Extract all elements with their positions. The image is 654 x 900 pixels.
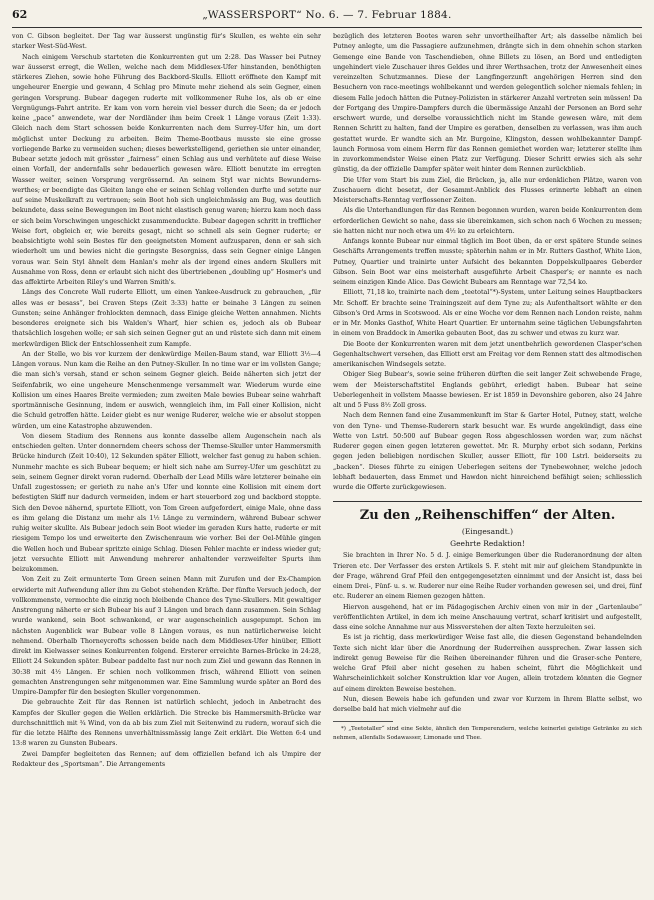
paragraph: Nach einigem Verschub starteten die Konkurrenten gut um 2:28. Das Wasser bei Putney war äusserst erregt, die Wellen, welche nach dem Middlesex-Ufer hinstanden, benöthigten stärkeres Ziehen, sowie hohe Führung des Backbord-Skulls. Elliott eröffnete den Kampf mit ungeheurer Energie und gewann, 4 Schlag pro Minute mehr ziehend als sein Gegner, einen geringen Vorsprung. Bubear dagegen ruderte mit vollkommener Ruhe los, als ob er eine Vergnügungs-Fahrt antrite. Er kam von vorn herein viel besser durch die Seen; da er jedoch keine „pace“ anwendete, war der Nordländer ihm beim Creek 1 Länge voraus (Zeit 1:33). Gleich nach dem Start schossen beide Konkurrenten nach dem Surrey-Ufer hin, um dort möglichst unter Deckung zu arbeiten. Beim Theme-Bootbaus musste sie eine grosse vorliegende Barke zu vermeiden suchen; dieses bewerkstelligend, geriethen sie unter einander, Bubear setzte jedoch mit grösster „fairness“ einen Schlag aus und verhütete auf diese Weise einen Vorfall, der andernfalls sehr bedauerlich gewesen wäre. Elliott benutzte im erregten Wasser weiter, seinen Vorsprung vergrössernd. An seinem Styl war nichts Bewunderns-werthes; er beendigte das Gleiten lange ehe er seinen Schlag vollenden durfte und setzte nur auf seine Muskelkraft zu vertrauen; sein Boot hob sich ungleichmässig am Bug, was deutlich bekundete, dass seine Bewegungen im Boot nicht elastisch genug waren; hierzu kam noch dass er sich beim Vorschwingen ungeschickt zusammenduckte. Bubear dagegen schritt in trefflicher Weise fort, obgleich er, wie bereits gesagt, nicht so schnell als sein Gegner ruderte; er beabsichtigte wohl sein Bestes für den geeignetsten Moment aufzusparen, denn er sah sich wiederholt um und bewies nicht die geringste Besorgniss, dass sein Gegner einige Längen voraus war. Sein Styl ähnelt dem Hanlan's mehr als der irgend eines andern Skullers mit Ausnahme von Ross, denn er erlaubt sich nicht des übertriebenen „doubling up“ Hosmer's und das affektirte Arbeiten Riley's und Warren Smith's.	[12, 53, 321, 286]
header-rule	[12, 27, 642, 28]
paragraph: Anfangs konnte Bubear nur einmal täglich im Boot üben, da er erst spätere Stunde seines Geschäfts Arrangements treffen musste; späterhin nahm er in Mr. Rutters Gasthof, White Lion, Putney, Quartier und trainirte unter Aufsicht des bekannten Doppelskullpaares Geberder Gibson. Sein Boot war eins meisterhaft ausgeführte Arbeit Chasper's; er nannte es nach seinem einzigen Kinde Alice. Das Gewicht Bubears am Renntage war 72,54 ko.	[333, 238, 642, 286]
left-column	[12, 32, 321, 900]
paragraph: Die Boote der Konkurrenten waren mit dem jetzt unentbehrlich gewordenen Clasper'schen Gegenhaltschwert versehen, das Elliott erst am Freitag vor dem Rennen statt des altmodischen amerikanischen Windsegels setzte.	[333, 340, 642, 368]
right-column	[333, 32, 642, 900]
paragraph: Die gebrauchte Zeit für das Rennen ist natürlich schlecht, jedoch in Anbetracht des Kampfes der Skuller gegen die Wellen erklärlich. Die Strecke bis Hammersmith-Brücke war durchschnittlich mit ¾ Wind, von da ab bis zum Ziel mit Seitenwind zu rudern, worauf sich die für die letzte Hälfte des Rennens unverhältnissmässig lange Zeit erklärt. Die Wetten 6:4 und 13:8 waren zu Gunsten Bubears.	[12, 699, 321, 748]
paragraph: Nach dem Rennen fand eine Zusammenkunft im Star & Garter Hotel, Putney, statt, welche von den Tyne- und Themse-Ruderern stark besucht war. Es wurde angekündigt, dass eine Wette von Lstrl. 50:500 auf Bubear gegen Ross abgeschlossen worden war, zum nächst Ruderer gegen einen gegen letzteren gewettet. Mr. R. Murphy erbot sich sodann, Perkins gegen jeden beliebigen nordischen Skuller, ausser Elliott, für 100 Lstrl. beiderseits zu „backen“. Dieses führte zu einigen Ueberlegen seitens der Tynebewohner, welche jedoch lebhaft bedauerten, dass Emmet und Hawdon nicht hinreichend befähigt seien; schliesslich wurde die Offerte zurückgewiesen.	[333, 412, 642, 491]
article-greeting: Geehrte Redaktion!	[450, 539, 525, 549]
article-paragraph: Sie brachten in Ihrer No. 5 d. J. einige Bemerkungen über die Ruderanordnung der alten Trieren etc. Der Verfasser des ersten Artikels S. F. steht mit mir auf gleichem Standpunkte in der Frage, während Graf Pfeil den entgegengesetzten einnimmt und der Ansicht ist, dass bei einem Drei-, Fünf- u. s. w. Ruderer nur eine Reihe Ruder vorhanden gewesen sei, und drei, fünf etc. Ruderer an einem Riemen gezogen hätten.	[333, 552, 642, 601]
running-title: „WASSERSPORT“ No. 6. — 7. Februar 1884.	[202, 9, 452, 21]
paragraph: Als die Unterhandlungen für das Rennen begonnen wurden, waren beide Konkurrenten dem erforderlichen Gewicht so nahe, dass sie übereinkamen, sich schon nach 6 Wochen zu messen; sie hatten nicht nur noch etwa um 4½ ko zu erleichtern.	[333, 207, 642, 235]
paragraph: Längs des Concrete Wall ruderte Elliott, um einen Yankee-Ausdruck zu gebrauchen, „für alles was er besass“, bei Craven Steps (Zeit 3:33) hatte er beinahe 3 Längen zu seinen Gunsten; seine Anhänger frohlockten demnach, dass Einige gleiche Wetten annahmen. Nichts besonderes ereignete sich bis Walden's Wharf, hier schien es, jedoch als ob Bubear thatsächlich losgehen wolle; er sah sich seinen Gegner gut an und rüstete sich dann mit einem merkwürdigen Blick der Entschlossenheit zum Kampfe.	[12, 289, 321, 348]
paragraph: bezüglich des letzteren Bootes waren sehr unvortheilhafter Art; als dasselbe nämlich bei Putney anlegte, um die Passagiere aufzunehmen, drängte sich in dem ohnehin schon starken Gemenge eine Bande von Taschendieben, ohne Billets zu lösen, an Bord und entledigten ungehindert viele Zuschauer ihres Geldes und ihrer Werthsachen, trotz der Anwesenheit eines vereinzelten Schutzmannes. Diese der Langfingerzunft angehörigen Herren sind den Besuchern von race-meetings wohlbekannt und werden gelegentlich solcher niemals fehlen; in diesem Falle jedoch hätten die Putney-Polizisten in stärkerer Anzahl vertreten sein müssen! Da der Fortgang des Umpire-Dampfers durch die übermässige Anzahl der Personen an Bord sehr erschwert wurde, und derselbe voraussichtlich nicht im Stande gewesen wäre, mit dem Rennen Schritt zu halten, fand der Umpire es geratben, denselben zu verlassen, was ihm auch gestattet wurde. Er wandte sich an Mr. Burgoine, Klingston, dessen wohlbekannter Dampf-launch Formosa vom einem Herrn für das Rennen gemiethet worden war; letzterer stellte ihm in zuvorkommendster Weise einen Platz zur Verfügung. Dieser Schritt erwies sich als sehr günstig, da der offizielle Dampfer später weit hinter dem Rennen zurückblieb.	[333, 33, 642, 174]
article-divider	[333, 501, 642, 502]
footnote: *) „Teetotaller“ sind eine Sekte, ähnlich den Temperenzlern, welche keinerlei geistige Getränke zu sich nehmen, allenfalls Sodawasser, Limonade und Thee.	[333, 726, 642, 741]
paragraph: Von Zeit zu Zeit ermunterte Tom Green seinen Mann mit Zurufen und der Ex-Champion erwiderte mit Aufwendung aller ihm zu Gebot stehenden Kräfte. Der fünfte Versuch jedoch, der vollkommenste, vermochte die einzig noch bleibende Chance des Tyne-Skullers. Mit gewaltiger Anstrengung näherte er sich Bubear bis auf 3 Längen und brach dann zusammen. Sein Schlag wurde wankend, sein Boot schwankend, er war augenscheinlich ausgepumpt. Schon im nächsten Augenblick war Bubear volle 8 Längen voraus, es nun natürlicherweise leicht nehmend. Oberhalb Thorneycrofts schossen beide nach dem Middlesex-Ufer hinüber, Elliott direkt im Kielwasser seines Konkurrenten folgend. Ersterer erreichte Barnes-Brücke in 24:28, Elliott 24 Sekunden später. Bubear paddelte fast nur noch zum Ziel und gewann das Rennen in 30:38 mit 4½ Längen. Er schien noch vollkommen frisch, während Elliott von seinen gemachten Anstrengungen sehr mitgenommen war. Eine Sammlung wurde später an Bord des Umpire-Dampfer für den besiegten Skuller vorgenommen.	[12, 576, 321, 696]
paragraph: Von diesem Stadium des Rennens aus konnte dasselbe allem Augenschein nach als entschieden gelten. Unter donnerndem cheers schoss der Themse-Skuller unter Hammersmith Brücke hindurch (Zeit 10:40), 12 Sekunden später Elliott, welcher fast genug zu haben schien. Nunmehr machte es sich Bubear bequem; er hielt sich nahe am Surrey-Ufer um geschützt zu sein, seinem Gegner direkt voran rudernd. Oberhalb der Lead Mills wäre letzterer beinahe ein Unfall zugestossen; er gerieth zu nahe an's Ufer und konnte eine Kollision mit einem dort befestigten Skiff nur dadurch vermeiden, indem er hart steuerbord zog und backbord stoppte. Sich den Devoe nähernd, spurtete Elliott, von Tom Green aufgefordert, einige Male, ohne dass es ihm gelang die Distanz um mehr als 1½ Länge zu vermindern, während Bubear schwer ruhig weiter skullte. Als Bubear jedoch sein Boot wieder im geraden Kurs hatte, ruderte er mit riesigem Tempo los und erweiterte den Zwischenraum wie vorher. Bei der Oel-Mühle gingen die Wellen hoch und Bubear spritzte einige Schlag. Diesen Fehler machte er indess wieder gut; jetzt versuchte Elliott mit Anwendung mehrerer anhaltender verzweifelter Spurts ihm beizukommen.	[12, 432, 321, 573]
paragraph: Zwei Dampfer begleiteten das Rennen; auf dem offiziellen befand ich als Umpire der Redakteur des „Sportsman“. Die Arrangements	[12, 750, 321, 768]
paragraph: Obiger Sieg Bubear's, sowie seine früheren dürften die seit langer Zeit schwebende Frage, wem der Meisterschaftstitel Englands gebührt, erledigt haben. Bubear hat seine Ueberlegenheit in vollstem Maasse bewiesen. Er ist 1859 in Devonshire geboren, also 24 Jahre alt und 5 Fuss 8½ Zoll gross.	[333, 371, 642, 409]
page-header	[12, 8, 642, 26]
article-title: Zu den „Reihenschiffen“ der Alten.	[359, 508, 616, 524]
article-paragraph: Es ist ja richtig, dass merkwürdiger Weise fast alle, die diesen Gegenstand behandelnden Texte sich nicht klar über die Anordnung der Ruderreihen aussprechen. Zwar lassen sich indirekt genug Beweise für die Reihen übereinander führen und die Graser-sche Pentere, welche Graf Pfeil aber nicht gesehen zu haben scheint, führt die Möglichkeit und Wahrscheinlichkeit solcher Konstruktion klar vor Augen, allein trotzdem könnten die Gegner auf einem direkten Beweise bestehen.	[333, 634, 642, 693]
paragraph: Elliott, 71,18 ko, trainirte nach dem „teetotal“*)-System, unter Leitung seines Hauptbackers Mr. Schoff. Er brachte seine Trainingszeit auf dem Tyne zu; als Aufenthaltsort wählte er den Gibson's Ord Arms in Scotswood. Als er eine Woche vor dem Rennen nach London reiste, nahm er in Mr. Monks Gasthof, White Heart Quartier. Er unternahm seine täglichen Uebungsfahrten in einem von Braddock in Amerika gebauten Boot, das zu schwer und etwas zu kurz war.	[333, 289, 642, 338]
page-number: 62	[12, 8, 28, 21]
article-paragraph: Nun, diesen Beweis habe ich gefunden und zwar vor Kurzem in Ihrem Blatte selbst, wo derselbe bald hat mich vielmehr auf die	[333, 695, 642, 713]
paragraph: An der Stelle, wo bis vor kurzem der denkwürdige Meilen-Baum stand, war Elliott 3½—4 Längen voraus. Nun kam die Reihe an den Putney-Skuller. In no time war er im vollsten Gange; die man sich's versah, stand er schon seinem Gegner gleich. Beide näherten sich jetzt der Seifenfabrik, wo eine ungeheure Menschenmenge versammelt war. Wiederum wurde eine Kollision um eines Haares Breite vermieden; zum zweiten Male bewies Bubear seine wahrhaft sportmännische Gesinnung, indem er auswich, wenngleich ihm, im Fall einer Kollision, nicht die Schuld getroffen hätte. Leider giebt es nur wenige Ruderer, welche wie er absolut stoppen würden, um eine Katastrophe abzuwenden.	[12, 350, 321, 430]
paragraph: Die Ufer vom Start bis zum Ziel, die Brücken, ja, alle nur erdenklichen Plätze, waren von Zuschauern dicht besetzt, der Gesammt-Anblick des Flusses erinnerte lebhaft an einen Meisterschafts-Renntag verflossener Zeiten.	[333, 176, 642, 204]
paragraph: von C. Gibson begleitet. Der Tag war äusserst ungünstig für's Skullen, es wehte ein sehr starker West-Süd-West.	[12, 33, 321, 51]
article-paragraph: Hiervon ausgehend, hat er im Pädagogischen Archiv einen von mir in der „Gartenlaube“ veröffentlichten Artikel, in dem ich meine Anschauung vertrat, scharf kritisirt und aufgestellt, dass eine solche Annahme nur aus Missverstehen der alten Texte herzuleiten sei.	[333, 603, 642, 631]
footnote-rule	[333, 721, 393, 722]
article-subtitle: (Eingesandt.)	[461, 527, 514, 537]
